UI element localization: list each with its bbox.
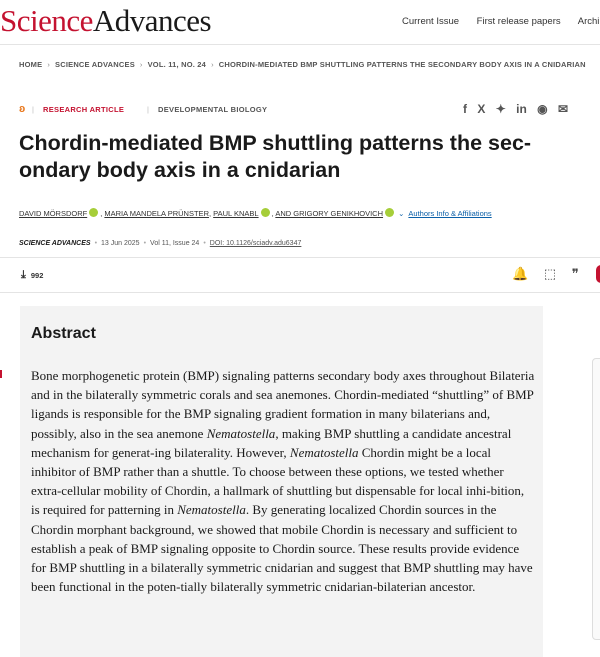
journal-name: SCIENCE ADVANCES [19, 240, 91, 247]
breadcrumb-home[interactable]: HOME [19, 60, 43, 69]
author-link[interactable]: MARIA MANDELA PRÜNSTER [104, 209, 209, 218]
section-marker [0, 370, 2, 378]
article-toolbar [0, 257, 600, 293]
article-type: RESEARCH ARTICLE [43, 105, 125, 114]
nav-first-release[interactable]: First release papers [476, 16, 561, 27]
facebook-icon[interactable]: f [463, 102, 467, 116]
download-icon: ⤓ [21, 269, 26, 281]
article-title: Chordin-mediated BMP shuttling patterns the sec-ondary body axis in a cnidarian [19, 131, 532, 182]
pub-date: 13 Jun 2025 [101, 240, 140, 247]
cite-quote-icon[interactable]: ❞ [571, 266, 579, 281]
site-logo[interactable]: ScienceAdvances [0, 3, 212, 38]
linkedin-icon[interactable]: in [516, 102, 527, 116]
site-header [0, 0, 600, 45]
top-nav [402, 16, 600, 27]
chevron-right-icon: › [139, 60, 143, 69]
chevron-down-icon: ⌄ [398, 209, 405, 218]
divider: | [32, 105, 34, 114]
author-link[interactable]: PAUL KNABL [213, 209, 259, 218]
author-link[interactable]: AND GRIGORY GENIKHOVICH [275, 209, 384, 218]
publication-info: SCIENCE ADVANCES • 13 Jun 2025 • Vol 11, Issue 24 • DOI: 10.1126/sciadv.adu6347 [19, 240, 302, 247]
authors-affiliations-link[interactable]: Authors Info & Affiliations [408, 209, 492, 218]
author-list: DAVID MÖRSDORF , MARIA MANDELA PRÜNSTER, PAUL KNABL , AND GRIGORY GENIKHOVICH ⌄ Authors Info & Affiliations [19, 209, 492, 218]
article-tools [512, 266, 591, 282]
bookmark-icon[interactable]: ⬚ [543, 266, 557, 281]
email-icon[interactable]: ✉ [557, 102, 569, 116]
doi-link[interactable]: DOI: 10.1126/sciadv.adu6347 [209, 240, 302, 247]
chevron-right-icon: › [211, 60, 214, 69]
article-meta-row [19, 104, 600, 118]
orcid-icon[interactable] [89, 208, 98, 217]
breadcrumb-journal[interactable]: SCIENCE ADVANCES [55, 60, 135, 69]
share-bar [463, 102, 575, 116]
reddit-icon[interactable]: ◉ [537, 102, 548, 116]
chevron-right-icon: › [47, 60, 51, 69]
nav-current-issue[interactable]: Current Issue [402, 16, 460, 27]
orcid-icon[interactable] [385, 208, 394, 217]
access-tab[interactable] [596, 265, 600, 283]
bluesky-icon[interactable]: ✦ [495, 102, 506, 116]
orcid-icon[interactable] [261, 208, 270, 217]
divider: | [147, 105, 149, 114]
breadcrumb-issue[interactable]: VOL. 11, NO. 24 [147, 60, 207, 69]
author-link[interactable]: DAVID MÖRSDORF [19, 209, 88, 218]
abstract-text: Bone morphogenetic protein (BMP) signaling patterns secondary body axes throughout Bilateria and in the bilaterally symmetric corals and sea anemones. Chordin-mediated “shuttling” of BMP ligands is responsible for the BMP signaling gradient formation in many bilaterians and, possibly, also in the sea anemone Nematostella, making BMP shuttling a candidate ancestral mechanism for generat-ing bilaterality. However, Nematostella Chordin might be a local inhibitor of BMP rather than a shuttle. To choose between these options, we tested whether extra-cellular mobility of Chordin, a hallmark of shuttling but dispensable for local inhi-bition, is required for patterning in Nematostella. By generating localized Chordin sources in the Chordin morphant background, we showed that mobile Chordin is necessary and sufficient to establish a peak of BMP signaling opposite to Chordin source. These results provide evidence for BMP shuttling in a bilaterally symmetric cnidarian and suggest that BMP shuttling may have been functional in the poten-tially bilaterally symmetric cnidarian-bilaterian ancestor. [31, 368, 535, 595]
breadcrumb [19, 60, 586, 69]
open-access-icon: ʚ [19, 103, 26, 115]
nav-archive[interactable]: Archi [577, 16, 600, 27]
x-twitter-icon[interactable]: X [477, 102, 486, 116]
abstract-heading: Abstract [31, 325, 96, 342]
breadcrumb-article: CHORDIN-MEDIATED BMP SHUTTLING PATTERNS THE SECONDARY BODY AXIS IN A CNIDARIAN [218, 60, 586, 69]
volume-issue: Vol 11, Issue 24 [150, 240, 200, 247]
article-subject[interactable]: DEVELOPMENTAL BIOLOGY [158, 105, 268, 114]
side-panel [592, 358, 600, 640]
download-count: ⤓ 992 [21, 269, 44, 281]
alert-bell-icon[interactable]: 🔔 [512, 266, 529, 281]
